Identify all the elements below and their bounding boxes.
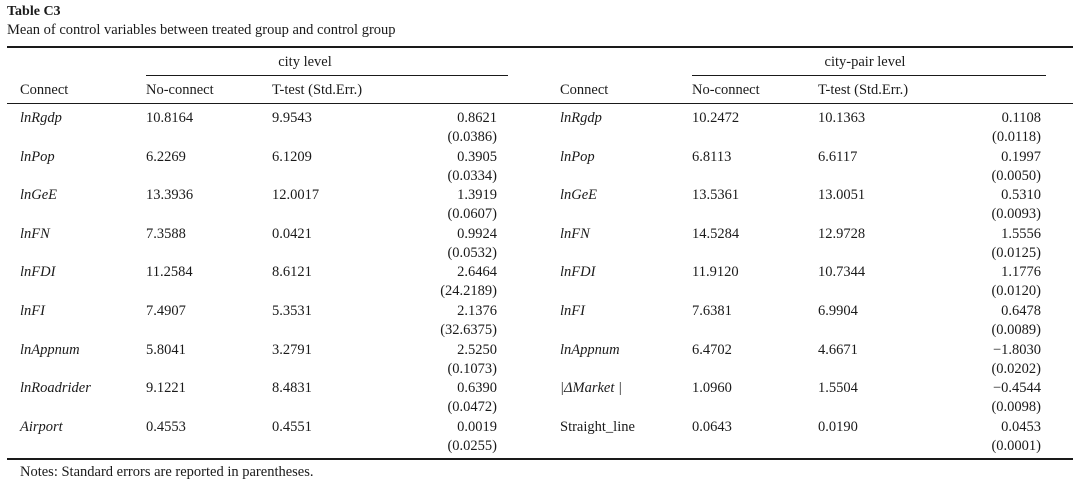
right-row-var: lnRgdp [560,110,602,126]
top-rule [7,46,1073,48]
left-row-se: (0.0532) [447,245,497,261]
left-row-connect: 13.3936 [146,187,194,203]
left-row-no_connect: 8.4831 [272,380,312,396]
right-row-no_connect: 6.6117 [818,149,858,165]
right-row-no_connect: 10.1363 [818,110,866,126]
left-row-no_connect: 0.4551 [272,419,312,435]
left-row-var: lnAppnum [20,342,80,358]
table-caption [7,3,396,39]
right-row-connect: 6.8113 [692,149,732,165]
right-row-ttest: 0.1108 [1001,110,1041,126]
right-row-se: (0.0001) [991,438,1041,454]
right-row-connect: 13.5361 [692,187,740,203]
right-row-no_connect: 6.9904 [818,303,858,319]
left-row-ttest: 2.5250 [457,342,497,358]
left-row-connect: 10.8164 [146,110,194,126]
right-row-var: lnFI [560,303,585,319]
right-row-se: (0.0050) [991,168,1041,184]
left-row-var: Airport [20,419,63,435]
left-row-se: (32.6375) [440,322,497,338]
right-row-se: (0.0093) [991,206,1041,222]
right-row-var: lnPop [560,149,595,165]
right-row-no_connect: 13.0051 [818,187,866,203]
left-row-no_connect: 8.6121 [272,264,312,280]
left-row-ttest: 1.3919 [457,187,497,203]
left-header-ttest: T-test (Std.Err.) [272,82,363,98]
left-row-connect: 9.1221 [146,380,186,396]
left-row-se: (24.2189) [440,283,497,299]
left-header-connect: Connect [20,82,69,98]
left-row-connect: 0.4553 [146,419,186,435]
table-number: Table C3 [7,4,61,19]
right-row-no_connect: 0.0190 [818,419,858,435]
header-rule [7,103,1073,104]
left-row-se: (0.0386) [447,129,497,145]
left-row-ttest: 0.8621 [457,110,497,126]
bottom-rule [7,458,1073,460]
table-title: Mean of control variables between treated group and control group [7,22,396,38]
right-row-connect: 0.0643 [692,419,732,435]
right-header-ttest: T-test (Std.Err.) [818,82,909,98]
right-row-connect: 11.9120 [692,264,739,280]
left-row-se: (0.0255) [447,438,497,454]
right-row-se: (0.0118) [992,129,1041,145]
right-row-ttest: 1.5556 [1001,226,1041,242]
right-row-se: (0.0202) [991,361,1041,377]
right-row-connect: 1.0960 [692,380,732,396]
left-row-var: lnRgdp [20,110,62,126]
left-row-ttest: 2.1376 [457,303,497,319]
left-row-connect: 7.3588 [146,226,186,242]
right-row-se: (0.0125) [991,245,1041,261]
left-row-se: (0.0472) [447,399,497,415]
left-group-label: city level [278,54,332,70]
right-group-underline [692,75,1046,76]
right-row-var: lnAppnum [560,342,620,358]
left-row-ttest: 0.0019 [457,419,497,435]
left-row-var: lnGeE [20,187,58,203]
left-row-var: lnFI [20,303,45,319]
right-row-ttest: −0.4544 [992,380,1041,396]
left-row-no_connect: 6.1209 [272,149,312,165]
right-row-var: lnGeE [560,187,598,203]
left-row-no_connect: 0.0421 [272,226,312,242]
right-group-label: city-pair level [824,54,906,70]
right-row-no_connect: 1.5504 [818,380,858,396]
left-row-connect: 11.2584 [146,264,193,280]
left-row-no_connect: 9.9543 [272,110,312,126]
left-row-var: lnFDI [20,264,56,280]
left-row-connect: 5.8041 [146,342,186,358]
right-row-connect: 6.4702 [692,342,732,358]
right-row-se: (0.0120) [991,283,1041,299]
left-row-ttest: 0.6390 [457,380,497,396]
left-row-se: (0.0334) [447,168,497,184]
right-row-no_connect: 10.7344 [818,264,866,280]
left-row-ttest: 0.9924 [457,226,497,242]
right-row-ttest: 0.1997 [1001,149,1041,165]
left-group-underline [146,75,508,76]
left-row-var: lnRoadrider [20,380,91,396]
right-row-se: (0.0098) [991,399,1041,415]
right-row-var: |ΔMarket | [560,380,622,396]
right-row-ttest: −1.8030 [992,342,1041,358]
right-row-var: lnFDI [560,264,596,280]
right-row-se: (0.0089) [991,322,1041,338]
right-row-connect: 7.6381 [692,303,732,319]
right-row-ttest: 1.1776 [1001,264,1041,280]
right-row-no_connect: 12.9728 [818,226,866,242]
left-row-se: (0.0607) [447,206,497,222]
right-row-ttest: 0.6478 [1001,303,1041,319]
right-row-connect: 10.2472 [692,110,740,126]
right-row-ttest: 0.0453 [1001,419,1041,435]
left-header-no-connect: No-connect [146,82,214,98]
left-row-connect: 6.2269 [146,149,186,165]
left-row-var: lnPop [20,149,55,165]
table-notes: Notes: Standard errors are reported in parentheses. [20,464,314,480]
left-row-ttest: 0.3905 [457,149,497,165]
right-row-connect: 14.5284 [692,226,740,242]
left-row-var: lnFN [20,226,50,242]
right-row-var: lnFN [560,226,590,242]
left-row-ttest: 2.6464 [457,264,497,280]
right-row-no_connect: 4.6671 [818,342,858,358]
left-row-no_connect: 3.2791 [272,342,312,358]
right-row-ttest: 0.5310 [1001,187,1041,203]
right-header-no-connect: No-connect [692,82,760,98]
left-row-no_connect: 5.3531 [272,303,312,319]
right-row-var: Straight_line [560,419,635,435]
left-row-connect: 7.4907 [146,303,186,319]
left-row-se: (0.1073) [447,361,497,377]
left-row-no_connect: 12.0017 [272,187,320,203]
right-header-connect: Connect [560,82,609,98]
